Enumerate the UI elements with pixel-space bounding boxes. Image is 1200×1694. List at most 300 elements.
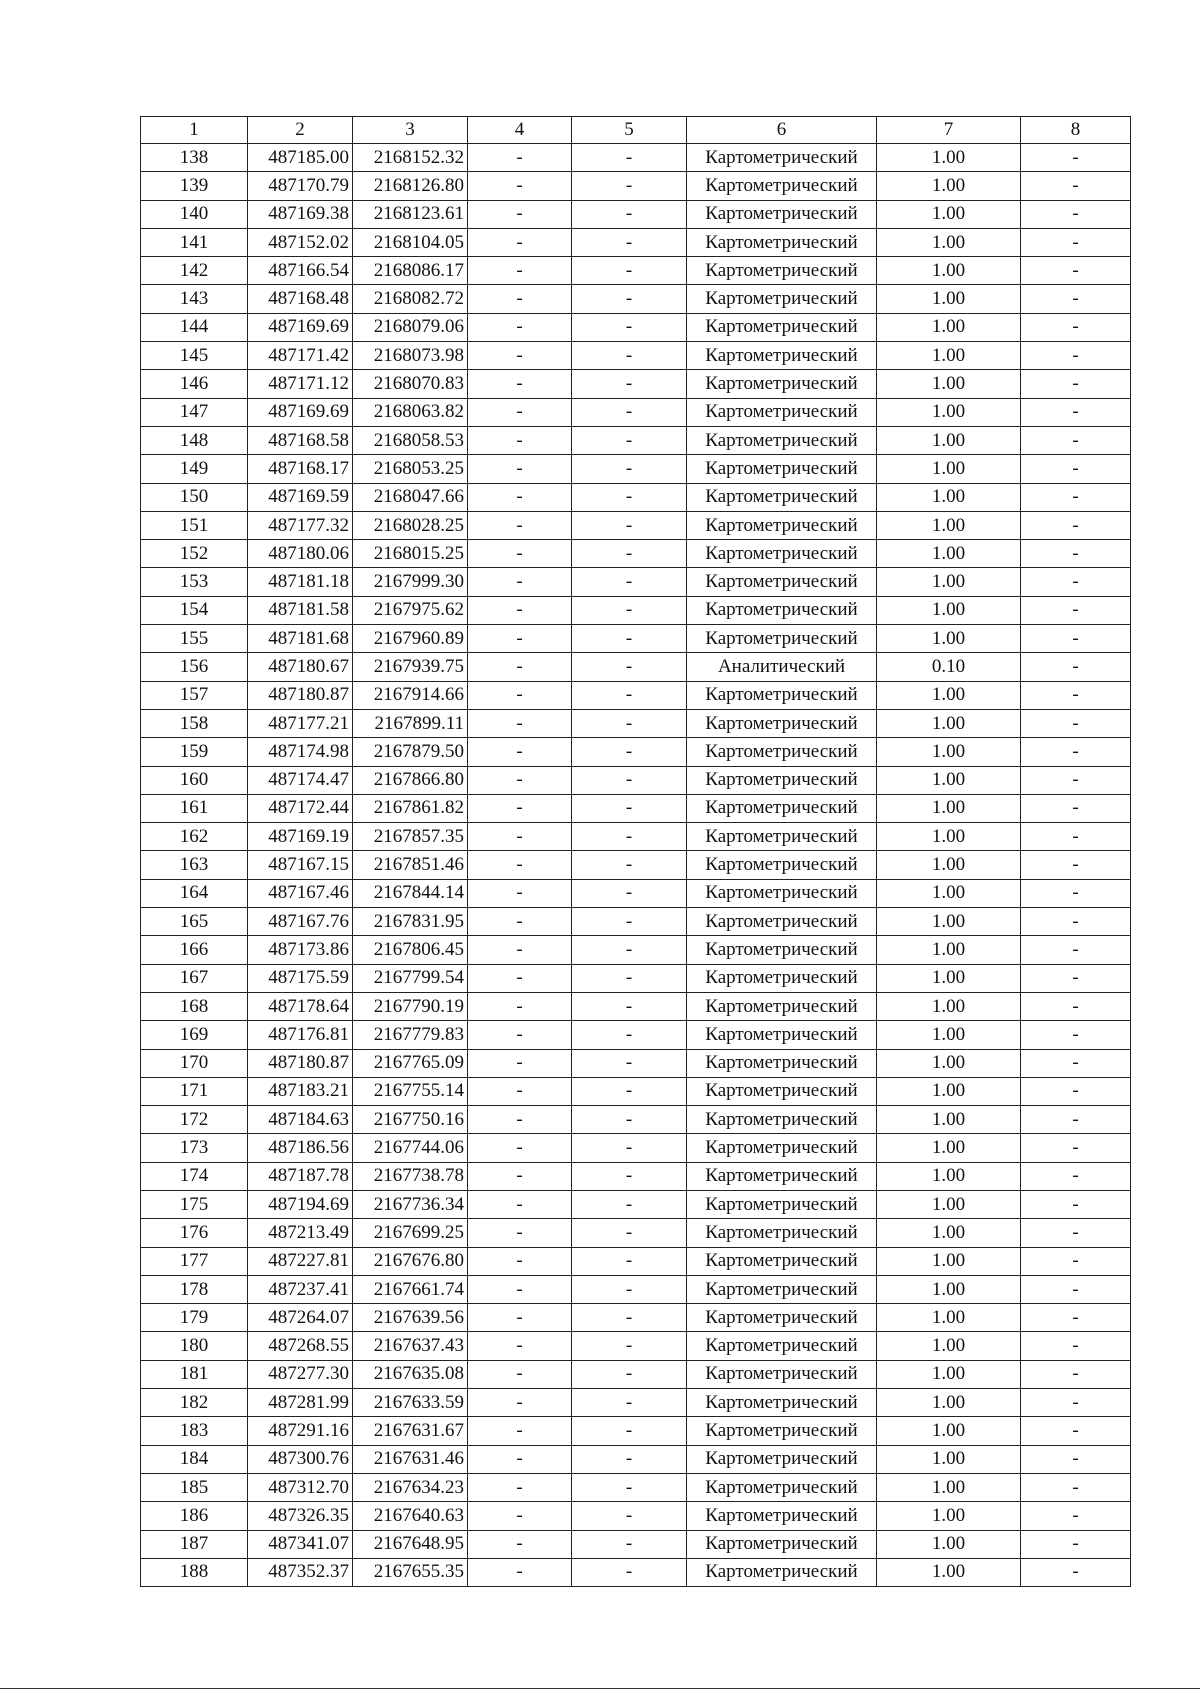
y-coordinate-cell: 2168063.82 xyxy=(353,398,468,426)
col4-cell: - xyxy=(468,1134,572,1162)
accuracy-cell: 1.00 xyxy=(877,1304,1021,1332)
point-number-cell: 149 xyxy=(141,455,248,483)
table-row xyxy=(141,568,1131,596)
col4-cell: - xyxy=(468,568,572,596)
point-number-cell: 173 xyxy=(141,1134,248,1162)
col8-cell: - xyxy=(1021,1332,1131,1360)
point-number-cell: 144 xyxy=(141,313,248,341)
col4-cell: - xyxy=(468,879,572,907)
col5-cell: - xyxy=(572,653,687,681)
col5-cell: - xyxy=(572,709,687,737)
col8-cell: - xyxy=(1021,1247,1131,1275)
x-coordinate-cell: 487174.47 xyxy=(248,766,353,794)
point-number-cell: 163 xyxy=(141,851,248,879)
col8-cell: - xyxy=(1021,1473,1131,1501)
y-coordinate-cell: 2168047.66 xyxy=(353,483,468,511)
col5-cell: - xyxy=(572,1275,687,1303)
y-coordinate-cell: 2168104.05 xyxy=(353,228,468,256)
accuracy-cell: 1.00 xyxy=(877,1162,1021,1190)
accuracy-cell: 1.00 xyxy=(877,1445,1021,1473)
x-coordinate-cell: 487181.68 xyxy=(248,625,353,653)
method-cell: Картометрический xyxy=(687,257,877,285)
col4-cell: - xyxy=(468,992,572,1020)
table-row xyxy=(141,1247,1131,1275)
col8-cell: - xyxy=(1021,766,1131,794)
table-row xyxy=(141,1190,1131,1218)
x-coordinate-cell: 487171.12 xyxy=(248,370,353,398)
point-number-cell: 151 xyxy=(141,511,248,539)
y-coordinate-cell: 2168152.32 xyxy=(353,144,468,172)
x-coordinate-cell: 487178.64 xyxy=(248,992,353,1020)
col4-cell: - xyxy=(468,823,572,851)
col5-cell: - xyxy=(572,625,687,653)
method-cell: Картометрический xyxy=(687,851,877,879)
method-cell: Картометрический xyxy=(687,1219,877,1247)
method-cell: Картометрический xyxy=(687,511,877,539)
col8-cell: - xyxy=(1021,257,1131,285)
table-row xyxy=(141,540,1131,568)
table-row xyxy=(141,1275,1131,1303)
col4-cell: - xyxy=(468,625,572,653)
col5-cell: - xyxy=(572,1304,687,1332)
x-coordinate-cell: 487167.15 xyxy=(248,851,353,879)
col4-cell: - xyxy=(468,1558,572,1586)
col8-cell: - xyxy=(1021,964,1131,992)
y-coordinate-cell: 2167857.35 xyxy=(353,823,468,851)
x-coordinate-cell: 487170.79 xyxy=(248,172,353,200)
col4-cell: - xyxy=(468,681,572,709)
table-row xyxy=(141,1417,1131,1445)
method-cell: Картометрический xyxy=(687,908,877,936)
point-number-cell: 182 xyxy=(141,1389,248,1417)
col5-cell: - xyxy=(572,313,687,341)
col5-cell: - xyxy=(572,483,687,511)
accuracy-cell: 1.00 xyxy=(877,596,1021,624)
y-coordinate-cell: 2167939.75 xyxy=(353,653,468,681)
point-number-cell: 154 xyxy=(141,596,248,624)
point-number-cell: 145 xyxy=(141,342,248,370)
y-coordinate-cell: 2167744.06 xyxy=(353,1134,468,1162)
point-number-cell: 169 xyxy=(141,1021,248,1049)
col8-cell: - xyxy=(1021,483,1131,511)
point-number-cell: 171 xyxy=(141,1077,248,1105)
col5-cell: - xyxy=(572,1332,687,1360)
point-number-cell: 147 xyxy=(141,398,248,426)
point-number-cell: 148 xyxy=(141,426,248,454)
y-coordinate-cell: 2167851.46 xyxy=(353,851,468,879)
accuracy-cell: 0.10 xyxy=(877,653,1021,681)
y-coordinate-cell: 2167738.78 xyxy=(353,1162,468,1190)
method-cell: Картометрический xyxy=(687,1502,877,1530)
col4-cell: - xyxy=(468,1502,572,1530)
col5-cell: - xyxy=(572,144,687,172)
table-row xyxy=(141,823,1131,851)
y-coordinate-cell: 2167765.09 xyxy=(353,1049,468,1077)
point-number-cell: 188 xyxy=(141,1558,248,1586)
y-coordinate-cell: 2167736.34 xyxy=(353,1190,468,1218)
table-row xyxy=(141,596,1131,624)
y-coordinate-cell: 2167844.14 xyxy=(353,879,468,907)
method-cell: Картометрический xyxy=(687,1021,877,1049)
col5-cell: - xyxy=(572,823,687,851)
method-cell: Картометрический xyxy=(687,1558,877,1586)
method-cell: Картометрический xyxy=(687,285,877,313)
accuracy-cell: 1.00 xyxy=(877,851,1021,879)
col5-cell: - xyxy=(572,200,687,228)
method-cell: Картометрический xyxy=(687,794,877,822)
method-cell: Картометрический xyxy=(687,1332,877,1360)
col8-cell: - xyxy=(1021,285,1131,313)
col4-cell: - xyxy=(468,370,572,398)
accuracy-cell: 1.00 xyxy=(877,1332,1021,1360)
accuracy-cell: 1.00 xyxy=(877,1134,1021,1162)
col5-cell: - xyxy=(572,1021,687,1049)
col5-cell: - xyxy=(572,1162,687,1190)
col5-cell: - xyxy=(572,879,687,907)
column-header: 1 xyxy=(141,117,248,144)
x-coordinate-cell: 487169.59 xyxy=(248,483,353,511)
method-cell: Картометрический xyxy=(687,144,877,172)
accuracy-cell: 1.00 xyxy=(877,1190,1021,1218)
col4-cell: - xyxy=(468,1275,572,1303)
col8-cell: - xyxy=(1021,709,1131,737)
x-coordinate-cell: 487174.98 xyxy=(248,738,353,766)
point-number-cell: 161 xyxy=(141,794,248,822)
table-row xyxy=(141,681,1131,709)
col5-cell: - xyxy=(572,1134,687,1162)
x-coordinate-cell: 487185.00 xyxy=(248,144,353,172)
accuracy-cell: 1.00 xyxy=(877,794,1021,822)
accuracy-cell: 1.00 xyxy=(877,766,1021,794)
table-row xyxy=(141,1530,1131,1558)
col8-cell: - xyxy=(1021,144,1131,172)
col8-cell: - xyxy=(1021,342,1131,370)
col5-cell: - xyxy=(572,1049,687,1077)
col4-cell: - xyxy=(468,398,572,426)
y-coordinate-cell: 2167914.66 xyxy=(353,681,468,709)
accuracy-cell: 1.00 xyxy=(877,681,1021,709)
col4-cell: - xyxy=(468,1049,572,1077)
y-coordinate-cell: 2167637.43 xyxy=(353,1332,468,1360)
y-coordinate-cell: 2167633.59 xyxy=(353,1389,468,1417)
method-cell: Картометрический xyxy=(687,313,877,341)
table-row xyxy=(141,1219,1131,1247)
col4-cell: - xyxy=(468,709,572,737)
point-number-cell: 162 xyxy=(141,823,248,851)
y-coordinate-cell: 2167831.95 xyxy=(353,908,468,936)
col5-cell: - xyxy=(572,1219,687,1247)
x-coordinate-cell: 487180.06 xyxy=(248,540,353,568)
col5-cell: - xyxy=(572,766,687,794)
y-coordinate-cell: 2168079.06 xyxy=(353,313,468,341)
x-coordinate-cell: 487183.21 xyxy=(248,1077,353,1105)
table-row xyxy=(141,370,1131,398)
point-number-cell: 178 xyxy=(141,1275,248,1303)
col8-cell: - xyxy=(1021,1077,1131,1105)
y-coordinate-cell: 2167750.16 xyxy=(353,1106,468,1134)
accuracy-cell: 1.00 xyxy=(877,1275,1021,1303)
col4-cell: - xyxy=(468,653,572,681)
y-coordinate-cell: 2168073.98 xyxy=(353,342,468,370)
accuracy-cell: 1.00 xyxy=(877,483,1021,511)
col8-cell: - xyxy=(1021,398,1131,426)
accuracy-cell: 1.00 xyxy=(877,879,1021,907)
accuracy-cell: 1.00 xyxy=(877,568,1021,596)
col4-cell: - xyxy=(468,908,572,936)
x-coordinate-cell: 487341.07 xyxy=(248,1530,353,1558)
table-row xyxy=(141,738,1131,766)
col8-cell: - xyxy=(1021,200,1131,228)
method-cell: Картометрический xyxy=(687,738,877,766)
col4-cell: - xyxy=(468,257,572,285)
col8-cell: - xyxy=(1021,992,1131,1020)
method-cell: Картометрический xyxy=(687,681,877,709)
table-row xyxy=(141,1332,1131,1360)
col4-cell: - xyxy=(468,540,572,568)
point-number-cell: 138 xyxy=(141,144,248,172)
x-coordinate-cell: 487180.67 xyxy=(248,653,353,681)
col4-cell: - xyxy=(468,738,572,766)
method-cell: Картометрический xyxy=(687,1473,877,1501)
col5-cell: - xyxy=(572,1502,687,1530)
method-cell: Картометрический xyxy=(687,709,877,737)
point-number-cell: 180 xyxy=(141,1332,248,1360)
col8-cell: - xyxy=(1021,172,1131,200)
col4-cell: - xyxy=(468,1332,572,1360)
method-cell: Картометрический xyxy=(687,540,877,568)
column-header: 3 xyxy=(353,117,468,144)
table-row xyxy=(141,144,1131,172)
accuracy-cell: 1.00 xyxy=(877,342,1021,370)
col4-cell: - xyxy=(468,1162,572,1190)
y-coordinate-cell: 2167999.30 xyxy=(353,568,468,596)
col5-cell: - xyxy=(572,257,687,285)
y-coordinate-cell: 2167861.82 xyxy=(353,794,468,822)
col8-cell: - xyxy=(1021,794,1131,822)
accuracy-cell: 1.00 xyxy=(877,823,1021,851)
y-coordinate-cell: 2168028.25 xyxy=(353,511,468,539)
point-number-cell: 150 xyxy=(141,483,248,511)
accuracy-cell: 1.00 xyxy=(877,172,1021,200)
x-coordinate-cell: 487291.16 xyxy=(248,1417,353,1445)
col8-cell: - xyxy=(1021,1389,1131,1417)
x-coordinate-cell: 487237.41 xyxy=(248,1275,353,1303)
x-coordinate-cell: 487180.87 xyxy=(248,1049,353,1077)
table-row xyxy=(141,398,1131,426)
accuracy-cell: 1.00 xyxy=(877,257,1021,285)
table-row xyxy=(141,1558,1131,1586)
col4-cell: - xyxy=(468,1445,572,1473)
y-coordinate-cell: 2168015.25 xyxy=(353,540,468,568)
col5-cell: - xyxy=(572,794,687,822)
table-row xyxy=(141,426,1131,454)
accuracy-cell: 1.00 xyxy=(877,1473,1021,1501)
col4-cell: - xyxy=(468,1077,572,1105)
x-coordinate-cell: 487172.44 xyxy=(248,794,353,822)
x-coordinate-cell: 487194.69 xyxy=(248,1190,353,1218)
y-coordinate-cell: 2168123.61 xyxy=(353,200,468,228)
method-cell: Картометрический xyxy=(687,1389,877,1417)
x-coordinate-cell: 487300.76 xyxy=(248,1445,353,1473)
col4-cell: - xyxy=(468,1106,572,1134)
table-row xyxy=(141,936,1131,964)
method-cell: Картометрический xyxy=(687,1417,877,1445)
accuracy-cell: 1.00 xyxy=(877,398,1021,426)
col8-cell: - xyxy=(1021,1049,1131,1077)
x-coordinate-cell: 487169.69 xyxy=(248,398,353,426)
col4-cell: - xyxy=(468,851,572,879)
x-coordinate-cell: 487227.81 xyxy=(248,1247,353,1275)
col5-cell: - xyxy=(572,342,687,370)
y-coordinate-cell: 2167806.45 xyxy=(353,936,468,964)
y-coordinate-cell: 2167655.35 xyxy=(353,1558,468,1586)
table-row xyxy=(141,1502,1131,1530)
col4-cell: - xyxy=(468,1417,572,1445)
col5-cell: - xyxy=(572,172,687,200)
col8-cell: - xyxy=(1021,879,1131,907)
col8-cell: - xyxy=(1021,1134,1131,1162)
col5-cell: - xyxy=(572,992,687,1020)
accuracy-cell: 1.00 xyxy=(877,738,1021,766)
table-row xyxy=(141,964,1131,992)
col4-cell: - xyxy=(468,228,572,256)
point-number-cell: 185 xyxy=(141,1473,248,1501)
x-coordinate-cell: 487152.02 xyxy=(248,228,353,256)
col5-cell: - xyxy=(572,1473,687,1501)
x-coordinate-cell: 487187.78 xyxy=(248,1162,353,1190)
point-number-cell: 146 xyxy=(141,370,248,398)
method-cell: Картометрический xyxy=(687,1530,877,1558)
col8-cell: - xyxy=(1021,1219,1131,1247)
col5-cell: - xyxy=(572,1190,687,1218)
col5-cell: - xyxy=(572,455,687,483)
table-row xyxy=(141,1473,1131,1501)
point-number-cell: 166 xyxy=(141,936,248,964)
method-cell: Картометрический xyxy=(687,1190,877,1218)
table-row xyxy=(141,1389,1131,1417)
accuracy-cell: 1.00 xyxy=(877,426,1021,454)
col8-cell: - xyxy=(1021,1558,1131,1586)
point-number-cell: 160 xyxy=(141,766,248,794)
col8-cell: - xyxy=(1021,908,1131,936)
y-coordinate-cell: 2167676.80 xyxy=(353,1247,468,1275)
accuracy-cell: 1.00 xyxy=(877,1502,1021,1530)
col8-cell: - xyxy=(1021,370,1131,398)
table-row xyxy=(141,483,1131,511)
x-coordinate-cell: 487176.81 xyxy=(248,1021,353,1049)
col5-cell: - xyxy=(572,398,687,426)
y-coordinate-cell: 2167790.19 xyxy=(353,992,468,1020)
col4-cell: - xyxy=(468,1247,572,1275)
column-header: 2 xyxy=(248,117,353,144)
method-cell: Картометрический xyxy=(687,992,877,1020)
accuracy-cell: 1.00 xyxy=(877,1530,1021,1558)
col5-cell: - xyxy=(572,228,687,256)
col4-cell: - xyxy=(468,766,572,794)
col5-cell: - xyxy=(572,1360,687,1388)
table-row xyxy=(141,1360,1131,1388)
x-coordinate-cell: 487169.19 xyxy=(248,823,353,851)
col4-cell: - xyxy=(468,511,572,539)
method-cell: Картометрический xyxy=(687,879,877,907)
col8-cell: - xyxy=(1021,936,1131,964)
col4-cell: - xyxy=(468,1190,572,1218)
y-coordinate-cell: 2168070.83 xyxy=(353,370,468,398)
col8-cell: - xyxy=(1021,426,1131,454)
point-number-cell: 177 xyxy=(141,1247,248,1275)
method-cell: Картометрический xyxy=(687,426,877,454)
method-cell: Картометрический xyxy=(687,1445,877,1473)
accuracy-cell: 1.00 xyxy=(877,992,1021,1020)
table-row xyxy=(141,766,1131,794)
col5-cell: - xyxy=(572,596,687,624)
col4-cell: - xyxy=(468,1021,572,1049)
accuracy-cell: 1.00 xyxy=(877,511,1021,539)
y-coordinate-cell: 2167975.62 xyxy=(353,596,468,624)
column-header: 4 xyxy=(468,117,572,144)
table-row xyxy=(141,653,1131,681)
accuracy-cell: 1.00 xyxy=(877,455,1021,483)
point-number-cell: 155 xyxy=(141,625,248,653)
col5-cell: - xyxy=(572,738,687,766)
y-coordinate-cell: 2168086.17 xyxy=(353,257,468,285)
x-coordinate-cell: 487177.32 xyxy=(248,511,353,539)
col8-cell: - xyxy=(1021,1190,1131,1218)
accuracy-cell: 1.00 xyxy=(877,625,1021,653)
col5-cell: - xyxy=(572,511,687,539)
col5-cell: - xyxy=(572,1530,687,1558)
point-number-cell: 186 xyxy=(141,1502,248,1530)
col8-cell: - xyxy=(1021,228,1131,256)
table-row xyxy=(141,879,1131,907)
col8-cell: - xyxy=(1021,1021,1131,1049)
coordinates-table xyxy=(140,116,1131,1587)
method-cell: Картометрический xyxy=(687,1162,877,1190)
method-cell: Картометрический xyxy=(687,1247,877,1275)
table-row xyxy=(141,285,1131,313)
method-cell: Аналитический xyxy=(687,653,877,681)
method-cell: Картометрический xyxy=(687,200,877,228)
col5-cell: - xyxy=(572,908,687,936)
table-row xyxy=(141,511,1131,539)
method-cell: Картометрический xyxy=(687,1304,877,1332)
x-coordinate-cell: 487186.56 xyxy=(248,1134,353,1162)
point-number-cell: 156 xyxy=(141,653,248,681)
method-cell: Картометрический xyxy=(687,455,877,483)
point-number-cell: 176 xyxy=(141,1219,248,1247)
point-number-cell: 142 xyxy=(141,257,248,285)
col8-cell: - xyxy=(1021,625,1131,653)
y-coordinate-cell: 2167960.89 xyxy=(353,625,468,653)
method-cell: Картометрический xyxy=(687,1275,877,1303)
x-coordinate-cell: 487326.35 xyxy=(248,1502,353,1530)
table-row xyxy=(141,228,1131,256)
col5-cell: - xyxy=(572,1247,687,1275)
col4-cell: - xyxy=(468,455,572,483)
y-coordinate-cell: 2167779.83 xyxy=(353,1021,468,1049)
method-cell: Картометрический xyxy=(687,596,877,624)
x-coordinate-cell: 487177.21 xyxy=(248,709,353,737)
accuracy-cell: 1.00 xyxy=(877,1106,1021,1134)
table-row xyxy=(141,257,1131,285)
x-coordinate-cell: 487312.70 xyxy=(248,1473,353,1501)
col4-cell: - xyxy=(468,426,572,454)
y-coordinate-cell: 2167899.11 xyxy=(353,709,468,737)
method-cell: Картометрический xyxy=(687,1106,877,1134)
y-coordinate-cell: 2167866.80 xyxy=(353,766,468,794)
accuracy-cell: 1.00 xyxy=(877,1558,1021,1586)
y-coordinate-cell: 2168126.80 xyxy=(353,172,468,200)
